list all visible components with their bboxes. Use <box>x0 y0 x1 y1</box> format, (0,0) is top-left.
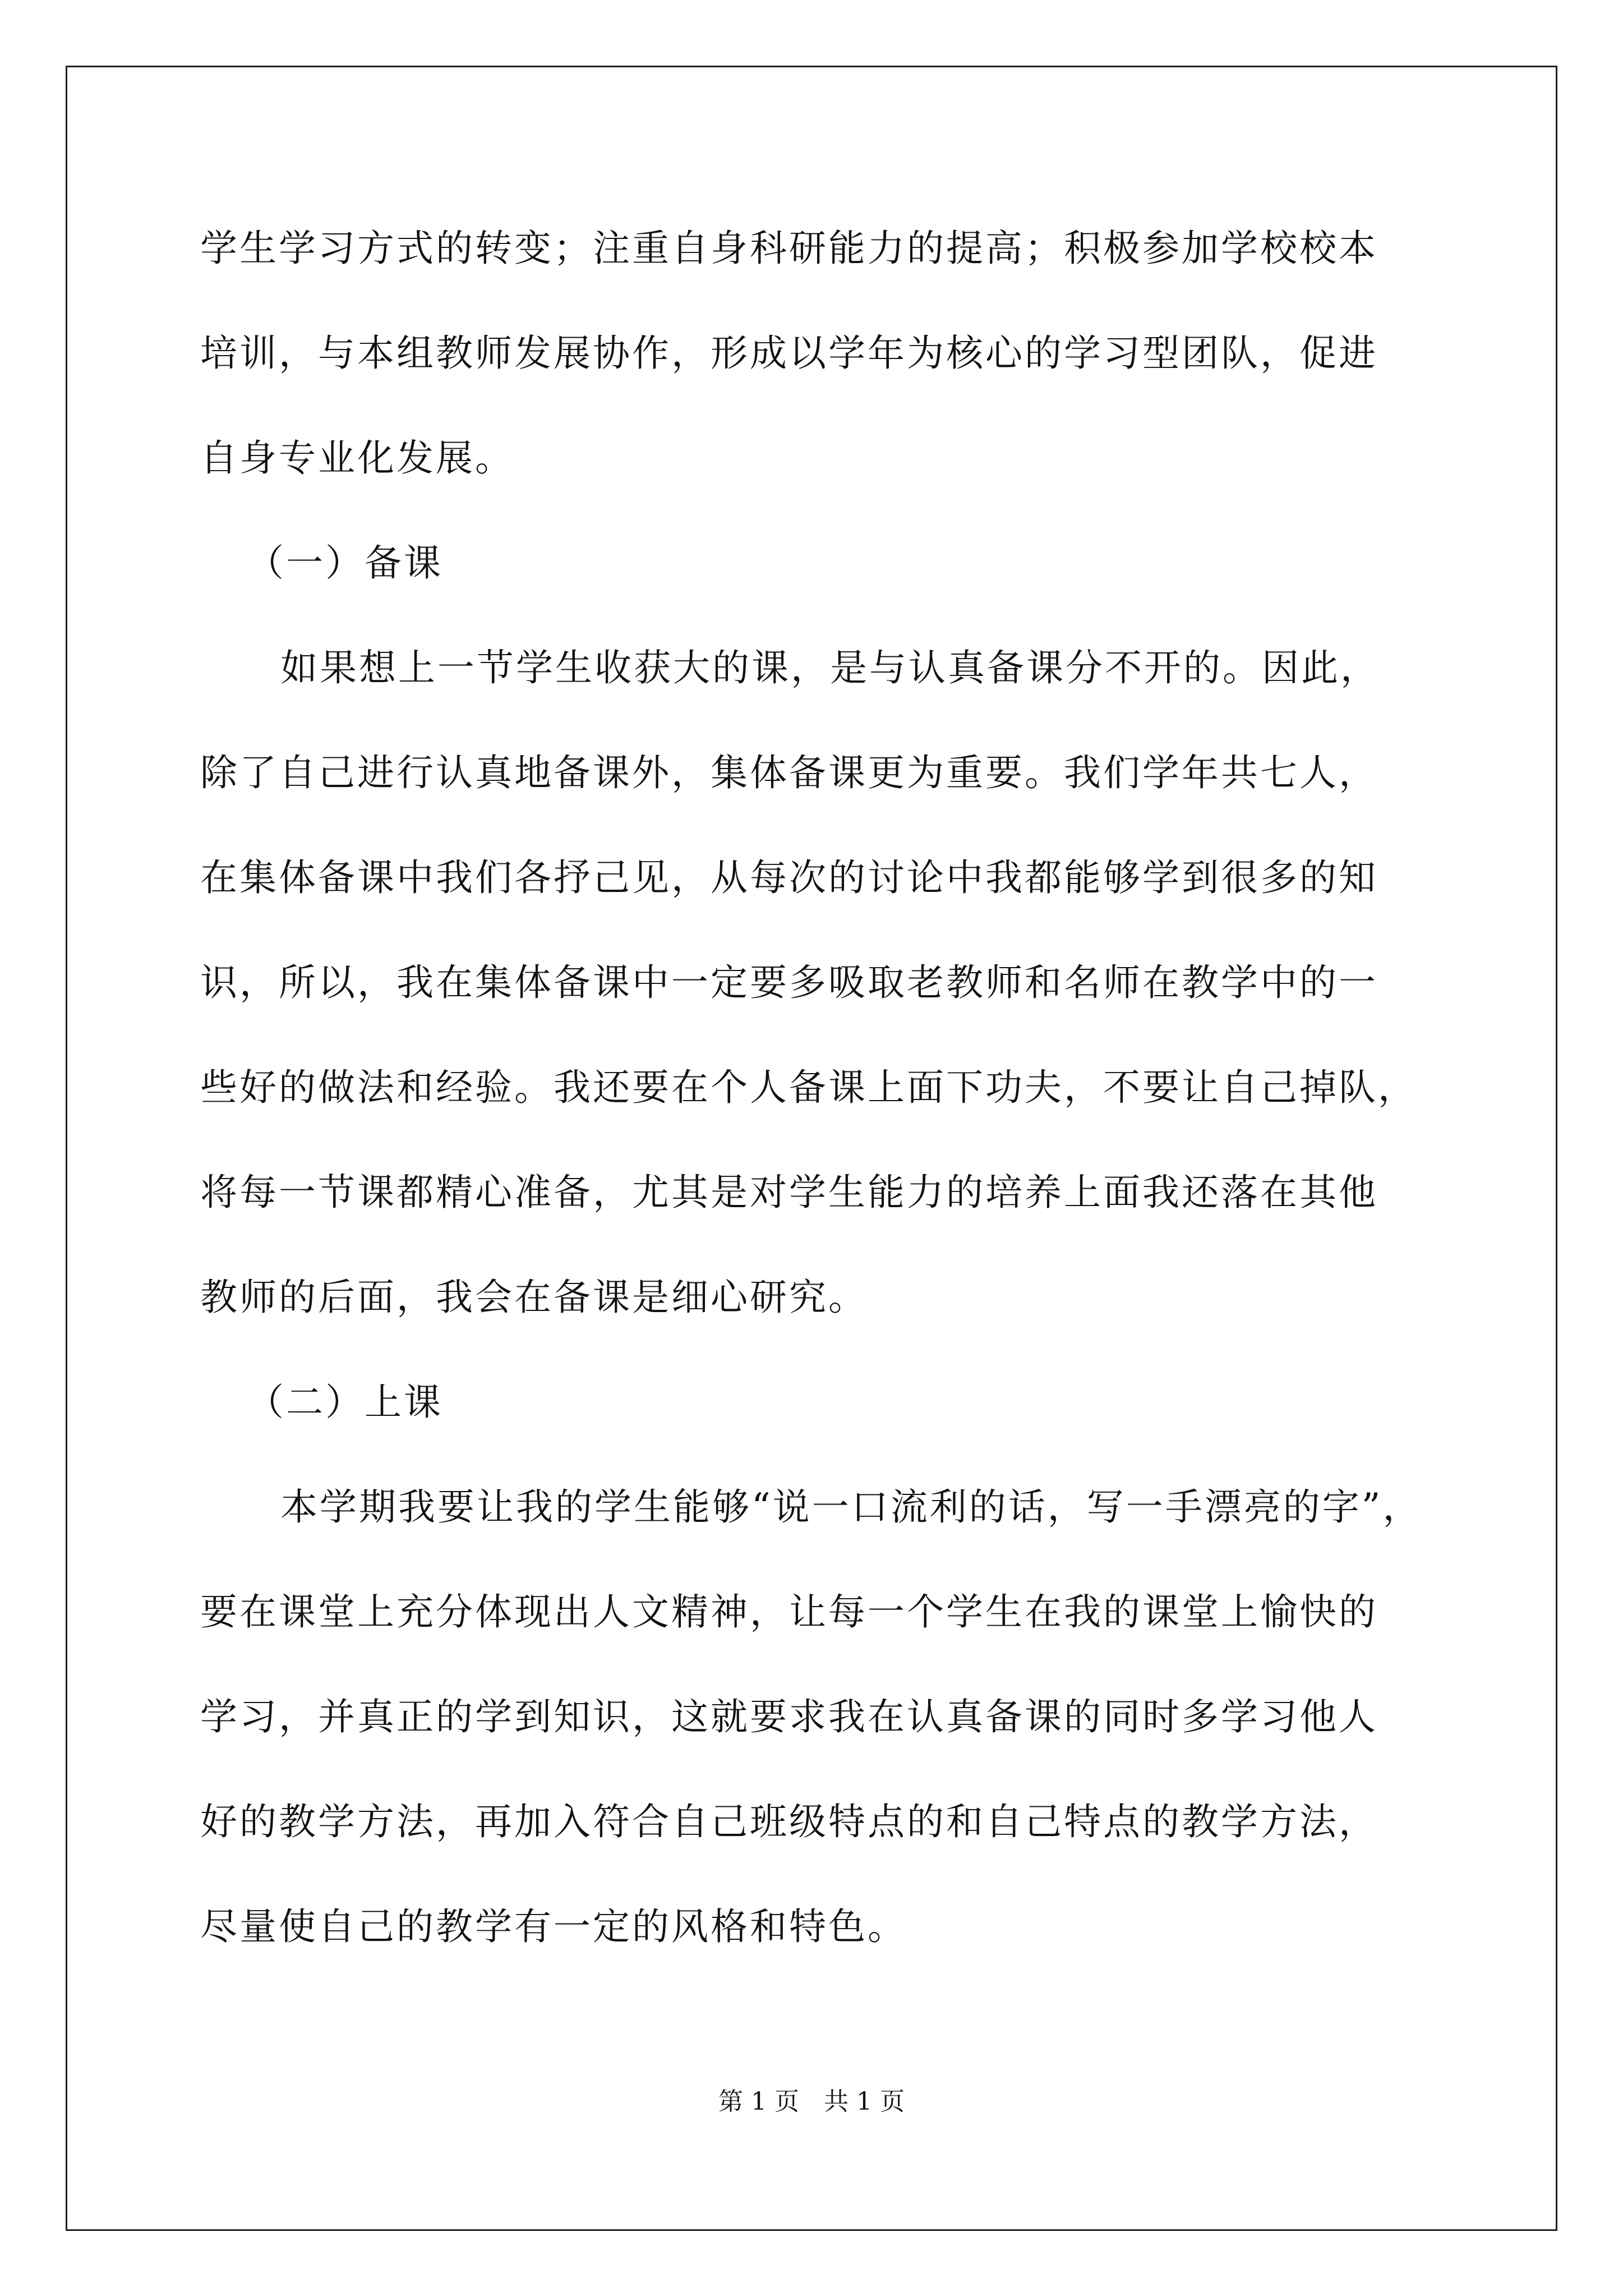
text-line: 好的教学方法，再加入符合自己班级特点的和自己特点的教学方法， <box>200 1800 1378 1843</box>
text-line: 除了自己进行认真地备课外，集体备课更为重要。我们学年共七人， <box>200 751 1378 794</box>
text-line: 如果想上一节学生收获大的课，是与认真备课分不开的。因此， <box>280 646 1380 689</box>
text-line: 将每一节课都精心准备，尤其是对学生能力的培养上面我还落在其他 <box>200 1171 1378 1214</box>
text-line: 学习，并真正的学到知识，这就要求我在认真备课的同时多学习他人 <box>200 1695 1378 1738</box>
text-line: 在集体备课中我们各抒己见，从每次的讨论中我都能够学到很多的知 <box>200 856 1378 899</box>
page-number-footer: 第 1 页 共 1 页 <box>718 2087 905 2116</box>
section-heading-prep: （一）备课 <box>247 541 443 585</box>
text-line: 识，所以，我在集体备课中一定要多吸取老教师和名师在教学中的一 <box>200 961 1378 1004</box>
text-line: 些好的做法和经验。我还要在个人备课上面下功夫，不要让自己掉队， <box>200 1066 1417 1109</box>
text-line: 教师的后面，我会在备课是细心研究。 <box>200 1276 868 1319</box>
text-line: 学生学习方式的转变；注重自身科研能力的提高；积极参加学校校本 <box>200 227 1378 270</box>
text-line: 尽量使自己的教学有一定的风格和特色。 <box>200 1905 907 1948</box>
text-line: 本学期我要让我的学生能够“说一口流利的话，写一手漂亮的字”， <box>280 1485 1422 1529</box>
text-line: 培训，与本组教师发展协作，形成以学年为核心的学习型团队，促进 <box>200 332 1378 375</box>
text-line: 要在课堂上充分体现出人文精神，让每一个学生在我的课堂上愉快的 <box>200 1590 1378 1634</box>
text-line: 自身专业化发展。 <box>200 436 514 480</box>
section-heading-class: （二）上课 <box>247 1381 443 1424</box>
